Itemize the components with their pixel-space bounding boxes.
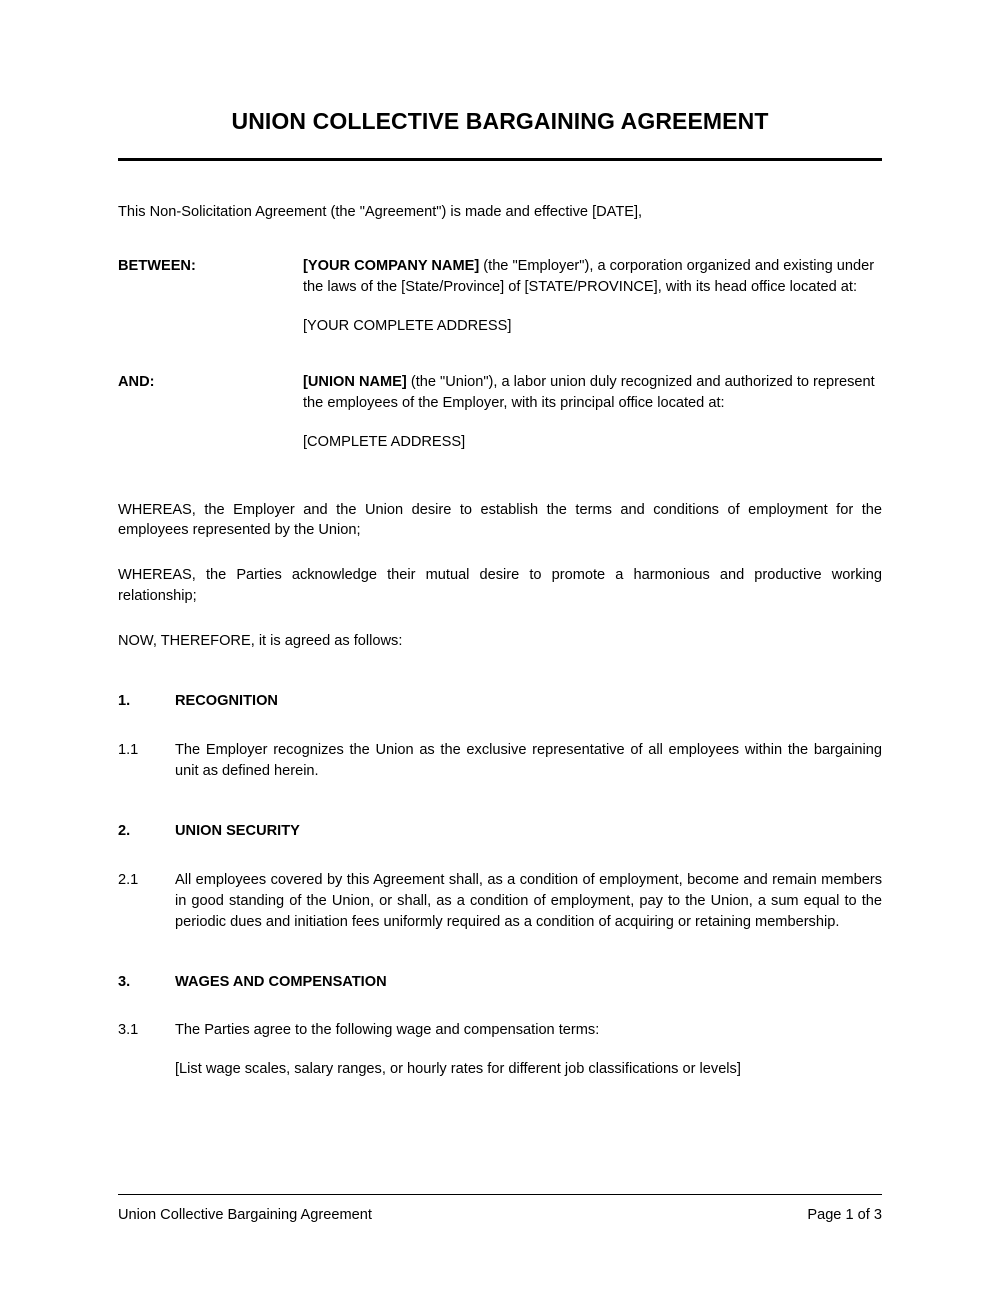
clause-2-1: [118, 870, 882, 932]
intro-paragraph: This Non-Solicitation Agreement (the "Agreement") is made and effective [DATE],: [118, 203, 643, 220]
party-name-employer: [YOUR COMPANY NAME]: [303, 258, 480, 275]
party-block-between: [118, 256, 882, 336]
section-title-2: UNION SECURITY: [175, 823, 300, 840]
recital-whereas-2: WHEREAS, the Parties acknowledge their mutual desire to promote a harmonious and productive working relationship;: [118, 567, 882, 604]
party-body-between: [303, 256, 882, 336]
party-block-and: [118, 372, 882, 452]
section-number-3: 3.: [118, 974, 131, 991]
clause-text-1-1: The Employer recognizes the Union as the exclusive representative of all employees within the bargaining unit as defined herein.: [175, 741, 882, 779]
party-description-between: [303, 256, 882, 297]
party-address-employer: [YOUR COMPLETE ADDRESS]: [303, 317, 512, 334]
party-label-and: AND:: [118, 374, 155, 391]
party-address-union: [COMPLETE ADDRESS]: [303, 433, 466, 450]
footer-row: [118, 1206, 882, 1226]
clause-3-1: [118, 1020, 882, 1079]
document-content: [118, 0, 882, 1079]
section-number-1: 1.: [118, 693, 131, 710]
clause-number-2-1: 2.1: [118, 872, 139, 889]
clause-text-2-1: All employees covered by this Agreement shall, as a condition of employment, become and remain members in good standing of the Union, or shall, as a condition of employment, pay to the Union, a sum equal to the periodic dues and initiation fees uniformly required as a condition of acquiring or retaining membership.: [175, 872, 882, 930]
party-label-between: BETWEEN:: [118, 258, 196, 275]
page-footer: [118, 1194, 882, 1226]
clause-text-3-1: The Parties agree to the following wage and compensation terms:: [175, 1021, 600, 1038]
section-number-2: 2.: [118, 823, 131, 840]
party-detail-union: (the "Union"), a labor union duly recognized and authorized to represent the employees of the Employer, with its principal office located at:: [303, 374, 875, 412]
section-title-3: WAGES AND COMPENSATION: [175, 974, 387, 991]
party-body-and: [303, 372, 882, 452]
footer-page-number: Page 1 of 3: [807, 1207, 882, 1223]
footer-divider: [118, 1194, 882, 1195]
section-heading-3: [118, 972, 882, 993]
clause-number-3-1: 3.1: [118, 1021, 139, 1038]
section-title-1: RECOGNITION: [175, 693, 278, 710]
clause-body-3-1: [175, 1020, 882, 1079]
page-title: UNION COLLECTIVE BARGAINING AGREEMENT: [231, 108, 769, 134]
clause-placeholder-3-1: [List wage scales, salary ranges, or hourly rates for different job classifications or levels]: [175, 1060, 741, 1077]
party-name-union: [UNION NAME]: [303, 374, 407, 391]
recital-now-therefore: NOW, THEREFORE, it is agreed as follows:: [118, 632, 403, 649]
clause-number-1-1: 1.1: [118, 741, 139, 758]
section-heading-1: [118, 691, 882, 712]
clause-1-1: [118, 740, 882, 781]
section-heading-2: [118, 821, 882, 842]
footer-document-name: Union Collective Bargaining Agreement: [118, 1207, 372, 1223]
party-description-union: [303, 372, 882, 413]
title-divider: [118, 158, 882, 161]
recital-whereas-1: WHEREAS, the Employer and the Union desire to establish the terms and conditions of employment for the employees represented by the Union;: [118, 501, 882, 539]
party-detail-employer: (the "Employer"), a corporation organized and existing under the laws of the [State/Province] of [STATE/PROVINCE], with its head office located at:: [303, 258, 875, 296]
